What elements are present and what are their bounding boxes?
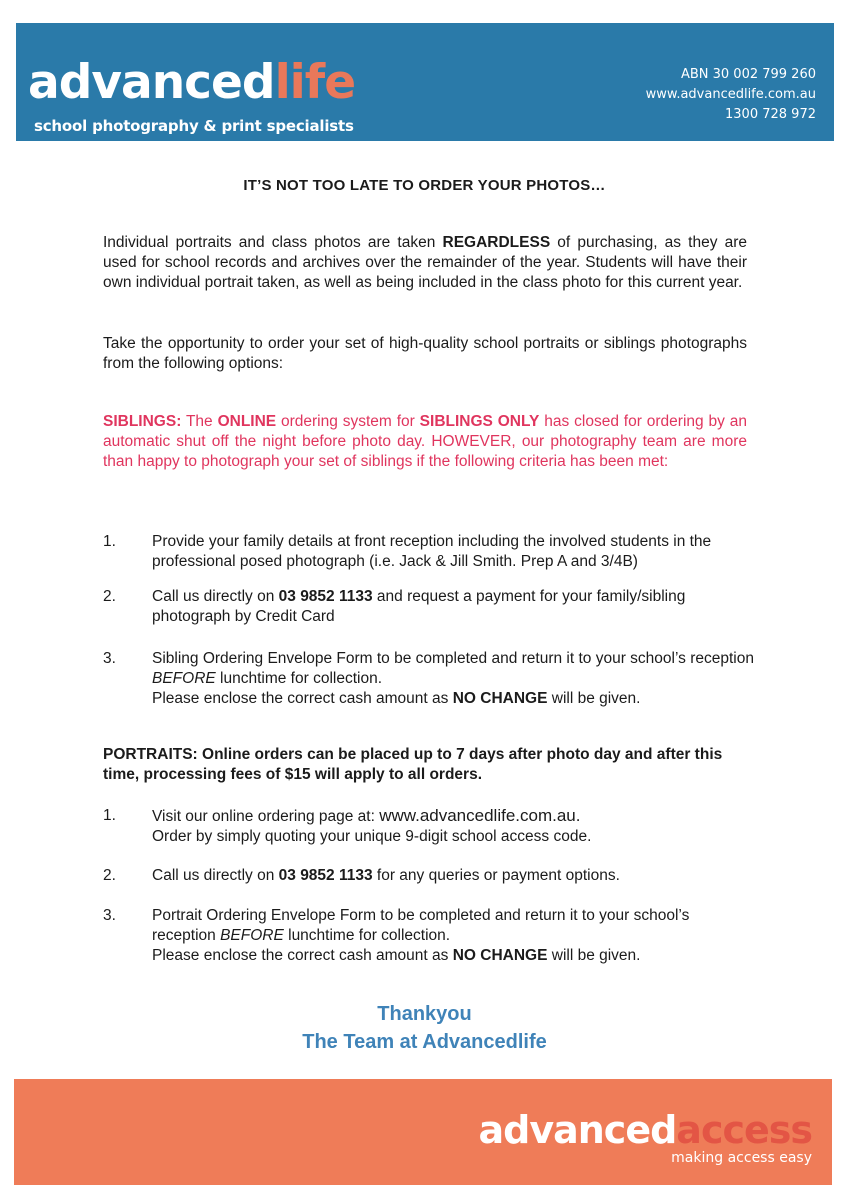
footer-logo-main: advanced — [478, 1108, 677, 1152]
step-number: 2. — [103, 588, 116, 605]
portraits-heading: PORTRAITS: Online orders can be placed up to 7 days after photo day and after this time, processing fees of $15 will apply to all orders. — [103, 746, 723, 783]
step-text-part: Portrait Ordering Envelope Form to be completed and return it to your school’s reception — [152, 907, 690, 944]
before-emphasis: BEFORE — [220, 927, 284, 944]
step-text: Provide your family details at front reception including the involved students in the professional posed photograph (i.e. Jack & Jill Smith. Prep A and 3/4B) — [152, 533, 712, 570]
advancedaccess-logo — [478, 1108, 812, 1152]
logo-text-highlight: life — [274, 55, 356, 110]
siblings-label: SIBLINGS: — [103, 413, 182, 430]
intro-paragraph-1 — [103, 233, 747, 293]
website-text: www.advancedlife.com.au — [645, 87, 816, 102]
step-text-part: Sibling Ordering Envelope Form to be completed and return it to your school’s reception — [152, 650, 754, 667]
step-text — [152, 649, 762, 709]
logo-text-main: advanced — [28, 55, 275, 110]
abn-text: ABN 30 002 799 260 — [680, 67, 816, 82]
intro-text-continued: of purchasing, as they are used for school records and archives over the remainder of the year. Students will have their own individual portrait taken, as well as being included in the class photo for this current year. — [103, 234, 747, 291]
no-change-emphasis: NO CHANGE — [452, 690, 548, 707]
online-emphasis: ONLINE — [217, 413, 277, 430]
cash-note-end: will be given. — [547, 690, 641, 707]
step-text-part: for any queries or payment options. — [372, 867, 620, 884]
website-link[interactable]: www.advancedlife.com.au. — [379, 806, 581, 825]
page-title: IT’S NOT TOO LATE TO ORDER YOUR PHOTOS… — [243, 177, 606, 194]
logo-tagline: school photography & print specialists — [34, 117, 354, 135]
phone-number: 03 9852 1133 — [278, 588, 373, 605]
step-number: 2. — [103, 867, 116, 884]
step-text — [152, 587, 762, 627]
siblings-notice — [103, 412, 747, 472]
step-number: 1. — [103, 533, 116, 550]
advancedlife-logo — [28, 55, 356, 110]
step-text — [152, 906, 692, 966]
step-number: 3. — [103, 650, 116, 667]
phone-number: 03 9852 1133 — [278, 867, 373, 884]
step-text-part: Call us directly on — [152, 867, 279, 884]
no-change-emphasis: NO CHANGE — [452, 947, 548, 964]
cash-note: Please enclose the correct cash amount as — [152, 947, 453, 964]
step-text-part: and request a payment for your family/sibling photograph by Credit Card — [152, 588, 686, 625]
footer-banner — [14, 1079, 832, 1185]
intro-paragraph-2: Take the opportunity to order your set of high-quality school portraits or siblings photographs from the following options: — [103, 335, 747, 372]
access-code-note: Order by simply quoting your unique 9-digit school access code. — [152, 828, 592, 845]
cash-note-end: will be given. — [547, 947, 641, 964]
step-number: 3. — [103, 907, 116, 924]
siblings-text: has closed for ordering by an automatic shut off the night before photo day. HOWEVER, our photography team are more than happy to photograph your set of siblings if the following criteria has been met: — [103, 413, 747, 470]
step-text-part: lunchtime for collection. — [283, 927, 451, 944]
before-emphasis: BEFORE — [152, 670, 216, 687]
step-text-part: Visit our online ordering page at: — [152, 808, 380, 825]
signoff-team: The Team at Advancedlife — [302, 1031, 547, 1053]
siblings-text: ordering system for — [276, 413, 420, 430]
step-text — [152, 806, 762, 847]
regardless-emphasis: REGARDLESS — [442, 234, 551, 251]
footer-tagline: making access easy — [671, 1150, 812, 1166]
step-text-part: Call us directly on — [152, 588, 279, 605]
step-text — [152, 866, 762, 886]
phone-text: 1300 728 972 — [725, 107, 816, 122]
header-banner — [16, 23, 834, 141]
siblings-text: The — [181, 413, 218, 430]
siblings-only-emphasis: SIBLINGS ONLY — [419, 413, 540, 430]
step-text-part: lunchtime for collection. — [215, 670, 383, 687]
intro-text: Individual portraits and class photos are taken — [103, 234, 443, 251]
contact-block — [646, 65, 816, 125]
cash-note: Please enclose the correct cash amount as — [152, 690, 453, 707]
footer-logo-highlight: access — [676, 1108, 812, 1152]
signoff-thankyou: Thankyou — [377, 1003, 472, 1025]
step-number: 1. — [103, 807, 116, 824]
